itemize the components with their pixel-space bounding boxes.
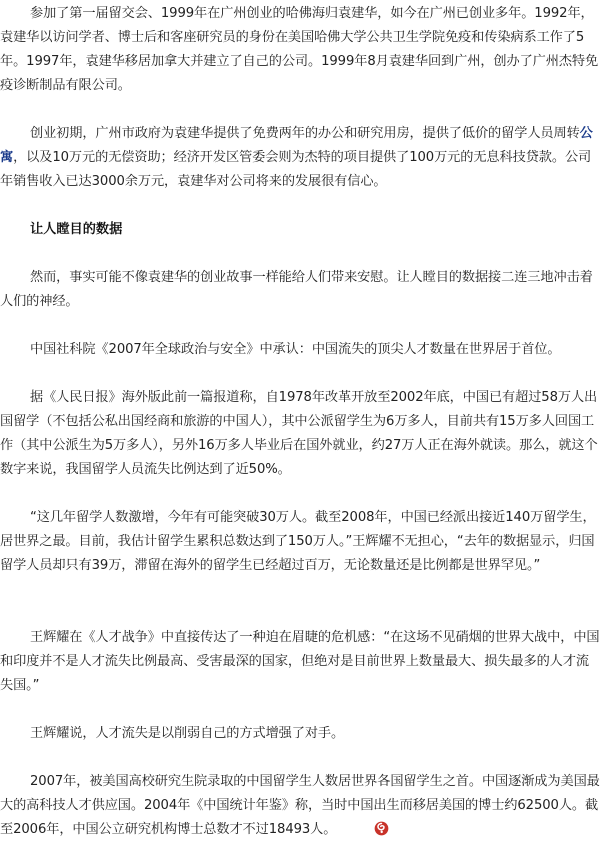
paragraph-startup-support: [0, 122, 601, 194]
paragraph-shocking-data: 然而，事实可能不像袁建华的创业故事一样能给人们带来安慰。让人瞠目的数据接二连三地冲击着人们的神经。: [0, 270, 593, 309]
paragraph-brain-drain: 王辉耀说，人才流失是以削弱自己的方式增强了对手。: [30, 726, 345, 741]
article-end-logo-icon: [344, 821, 359, 836]
paragraph-us-statistics-text: 2007年，被美国高校研究生院录取的中国留学生人数居世界各国留学生之首。中国逐渐成为美国最大的高科技人才供应国。2004年《中国统计年鉴》称，当时中国出生而移居美国的博士约62500人。截至2006年，中国公立研究机构博士总数才不过18493人。: [0, 774, 600, 837]
paragraph-talent-war: 王辉耀在《人才战争》中直接传达了一种迫在眉睫的危机感：“在这场不见硝烟的世界大战中，中国和印度并不是人才流失比例最高、受害最深的国家，但绝对是目前世界上数量最大、损失最多的人才流失国。”: [0, 630, 600, 693]
paragraph-cass-report: 中国社科院《2007年全球政治与安全》中承认：中国流失的顶尖人才数量在世界居于首位。: [30, 342, 561, 357]
paragraph-text-before-link: 创业初期，广州市政府为袁建华提供了免费两年的办公和研究用房，提供了低价的留学人员周转: [30, 126, 580, 141]
paragraph-wang-huiyao-quote: “这几年留学人数激增，今年有可能突破30万人。截至2008年，中国已经派出接近140万留学生，居世界之最。目前，我估计留学生累积总数达到了150万人。”王辉耀不无担心，“去年的数据显示，归国留学人员却只有39万，滞留在海外的留学生已经超过百万，无论数量还是比例都是世界罕见。”: [0, 510, 596, 573]
section-heading: 让人瞠目的数据: [30, 222, 123, 237]
paragraph-us-statistics: [0, 770, 601, 842]
paragraph-yuan-background: 参加了第一届留交会、1999年在广州创业的哈佛海归袁建华，如今在广州已创业多年。1992年，袁建华以访问学者、博士后和客座研究员的身份在美国哈佛大学公共卫生学院免疫和传染病系工作了5年。1997年，袁建华移居加拿大并建立了自己的公司。1999年8月袁建华回到广州，创办了广州杰特免疫诊断制品有限公司。: [0, 6, 599, 93]
paragraph-text-after-link: ，以及10万元的无偿资助；经济开发区管委会则为杰特的项目提供了100万元的无息科技贷款。公司年销售收入已达3000余万元，袁建华对公司将来的发展很有信心。: [0, 150, 592, 189]
paragraph-peoples-daily-report: 据《人民日报》海外版此前一篇报道称，自1978年改革开放至2002年底，中国已有超过58万人出国留学（不包括公私出国经商和旅游的中国人），其中公派留学生为6万多人，目前共有15万多人回国工作（其中公派生为5万多人），另外16万多人毕业后在国外就业，约27万人正在海外就读。那么，就这个数字来说，我国留学人员流失比例达到了近50%。: [0, 390, 598, 477]
apartment-keyword-link[interactable]: 公寓: [0, 126, 593, 165]
